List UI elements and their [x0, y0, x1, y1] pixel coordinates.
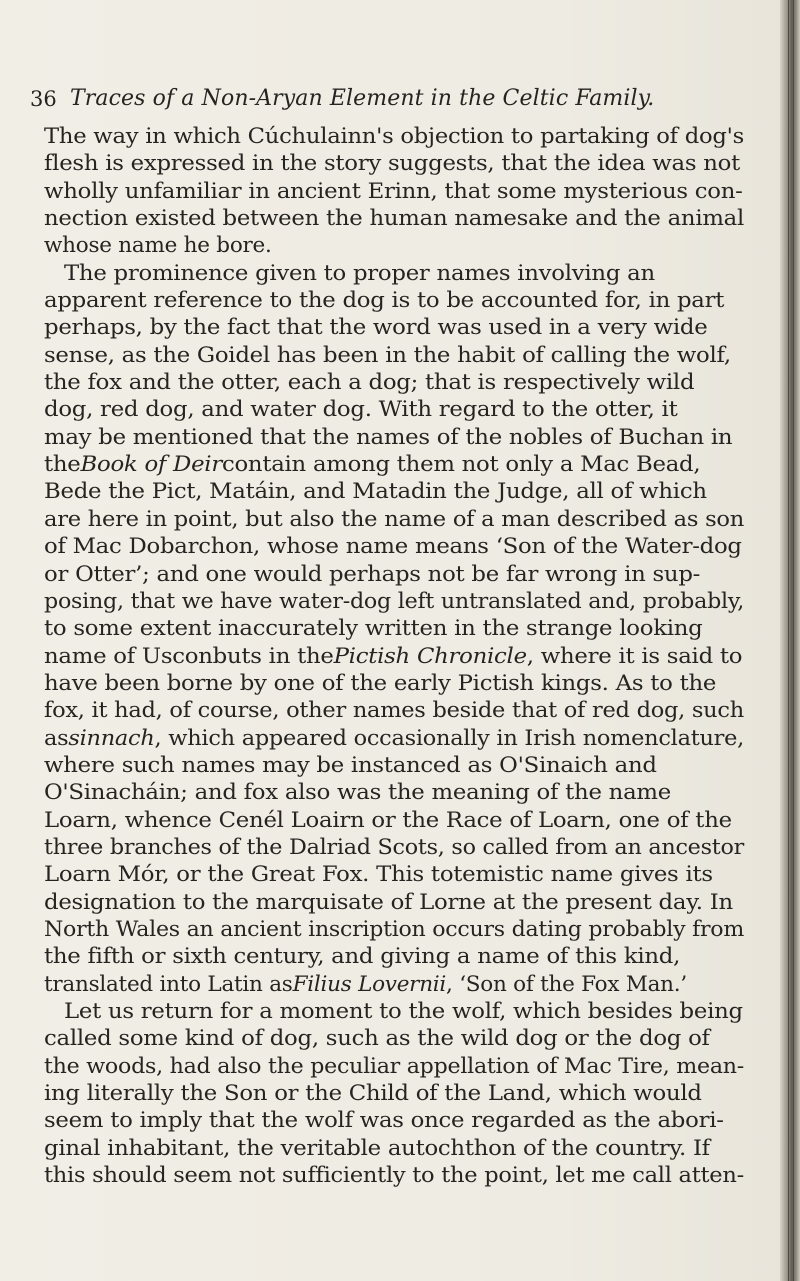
- text-line: [44, 588, 756, 615]
- text-line: [44, 369, 756, 396]
- text-line: [44, 533, 756, 560]
- text-line: [44, 861, 756, 888]
- text-line-content: North Wales an ancient inscription occurs dating probably from: [44, 916, 745, 942]
- text-line: [44, 807, 756, 834]
- text-line-content: apparent reference to the dog is to be accounted for, in part: [44, 288, 725, 314]
- text-line: [44, 506, 756, 533]
- page-edge-shadow: [780, 0, 800, 1281]
- text-line: [44, 287, 756, 314]
- text-segment: as: [44, 725, 69, 751]
- text-line: [44, 998, 756, 1025]
- text-line: [44, 643, 756, 670]
- text-line-content: The prominence given to proper names involving an: [64, 260, 655, 286]
- text-line-content: the fox and the otter, each a dog; that is respectively wild: [44, 370, 695, 396]
- text-line-content: posing, that we have water-dog left untranslated and, probably,: [44, 588, 745, 614]
- text-line-content: [44, 725, 744, 752]
- text-line-content: whose name he bore.: [44, 233, 272, 259]
- text-segment: translated into Latin as: [44, 971, 293, 997]
- text-line: [44, 697, 756, 724]
- text-line: [44, 1025, 756, 1052]
- text-line: [44, 205, 756, 232]
- text-line: [44, 1080, 756, 1107]
- italic-title: Filius Lovernii: [292, 971, 447, 997]
- italic-title: Pictish Chronicle: [333, 643, 527, 669]
- text-line-content: ginal inhabitant, the veritable autochthon of the country. If: [44, 1135, 710, 1161]
- text-line: [44, 670, 756, 697]
- text-line: [44, 123, 756, 150]
- text-line: [44, 752, 756, 779]
- text-line-content: fox, it had, of course, other names beside that of red dog, such: [44, 698, 744, 724]
- text-line-content: where such names may be instanced as O'Sinaich and: [44, 752, 657, 778]
- text-line: [44, 1135, 756, 1162]
- text-line-content: [44, 451, 700, 478]
- text-line: [44, 150, 756, 177]
- text-line-content: wholly unfamiliar in ancient Erinn, that some mysterious con-: [44, 178, 743, 204]
- text-line-content: [44, 643, 742, 670]
- text-segment: , where it is said to: [526, 643, 743, 669]
- page-edge-line: [793, 0, 794, 1281]
- text-line: [44, 943, 756, 970]
- text-line: [44, 478, 756, 505]
- text-line-content: three branches of the Dalriad Scots, so called from an ancestor: [44, 834, 744, 860]
- text-line-content: dog, red dog, and water dog. With regard to the otter, it: [44, 397, 678, 423]
- text-line-content: called some kind of dog, such as the wild dog or the dog of: [44, 1026, 710, 1052]
- text-line: [44, 916, 756, 943]
- text-line-content: the fifth or sixth century, and giving a name of this kind,: [44, 944, 681, 970]
- italic-title: Book of Deir: [80, 452, 222, 478]
- text-line-content: nection existed between the human namesake and the animal: [44, 206, 745, 232]
- text-line-content: perhaps, by the fact that the word was used in a very wide: [44, 315, 708, 341]
- text-line-content: the woods, had also the peculiar appellation of Mac Tire, mean-: [44, 1053, 745, 1079]
- text-line: [44, 971, 756, 998]
- text-line-content: flesh is expressed in the story suggests, that the idea was not: [44, 151, 741, 177]
- page-number: 36: [30, 87, 57, 111]
- text-line: [44, 396, 756, 423]
- text-line-content: O'Sinacháin; and fox also was the meaning of the name: [44, 780, 671, 806]
- text-line: [44, 342, 756, 369]
- text-line-content: to some extent inaccurately written in the strange looking: [44, 616, 703, 642]
- text-line-content: have been borne by one of the early Pictish kings. As to the: [44, 670, 717, 696]
- text-line: [44, 314, 756, 341]
- text-line-content: this should seem not sufficiently to the point, let me call atten-: [44, 1163, 744, 1189]
- text-line: [44, 424, 756, 451]
- text-line-content: ing literally the Son or the Child of the Land, which would: [44, 1081, 702, 1107]
- text-line: [44, 834, 756, 861]
- text-line: [44, 1162, 756, 1189]
- text-line-content: [44, 971, 687, 998]
- text-line-content: Loarn Mór, or the Great Fox. This totemistic name gives its: [44, 862, 713, 888]
- text-segment: name of Usconbuts in the: [44, 643, 334, 669]
- text-line: [44, 889, 756, 916]
- text-line: [44, 779, 756, 806]
- text-line-content: sense, as the Goidel has been in the habit of calling the wolf,: [44, 342, 731, 368]
- text-line: [44, 260, 756, 287]
- text-line-content: may be mentioned that the names of the nobles of Buchan in: [44, 424, 733, 450]
- text-line: [44, 725, 756, 752]
- text-line: [44, 1053, 756, 1080]
- text-line: [44, 451, 756, 478]
- page-edge-line: [788, 0, 789, 1281]
- text-line-content: Let us return for a moment to the wolf, which besides being: [64, 999, 743, 1024]
- text-segment: the: [44, 452, 81, 478]
- text-segment: contain among them not only a Mac Bead,: [221, 452, 701, 478]
- text-line: [44, 615, 756, 642]
- text-line-content: of Mac Dobarchon, whose name means ‘Son of the Water-dog: [44, 534, 742, 560]
- text-line-content: The way in which Cúchulainn's objection to partaking of dog's: [44, 124, 745, 149]
- body-text: [44, 123, 756, 1189]
- running-title: Traces of a Non-Aryan Element in the Celtic Family.: [70, 86, 655, 111]
- text-line: [44, 232, 756, 259]
- text-segment: , ‘Son of the Fox Man.’: [446, 971, 687, 997]
- text-line-content: Bede the Pict, Matáin, and Matadin the Judge, all of which: [44, 479, 707, 505]
- text-line-content: seem to imply that the wolf was once regarded as the abori-: [44, 1108, 724, 1134]
- italic-title: sinnach: [68, 725, 155, 751]
- text-line: [44, 178, 756, 205]
- text-line-content: are here in point, but also the name of a man described as son: [44, 506, 745, 532]
- text-line-content: Loarn, whence Cenél Loairn or the Race of Loarn, one of the: [44, 807, 732, 833]
- text-segment: , which appeared occasionally in Irish nomenclature,: [154, 725, 744, 751]
- text-line-content: designation to the marquisate of Lorne at the present day. In: [44, 889, 733, 915]
- page-header: [30, 84, 750, 120]
- text-line: [44, 561, 756, 588]
- text-line: [44, 1107, 756, 1134]
- text-line-content: or Otter’; and one would perhaps not be far wrong in sup-: [44, 561, 701, 587]
